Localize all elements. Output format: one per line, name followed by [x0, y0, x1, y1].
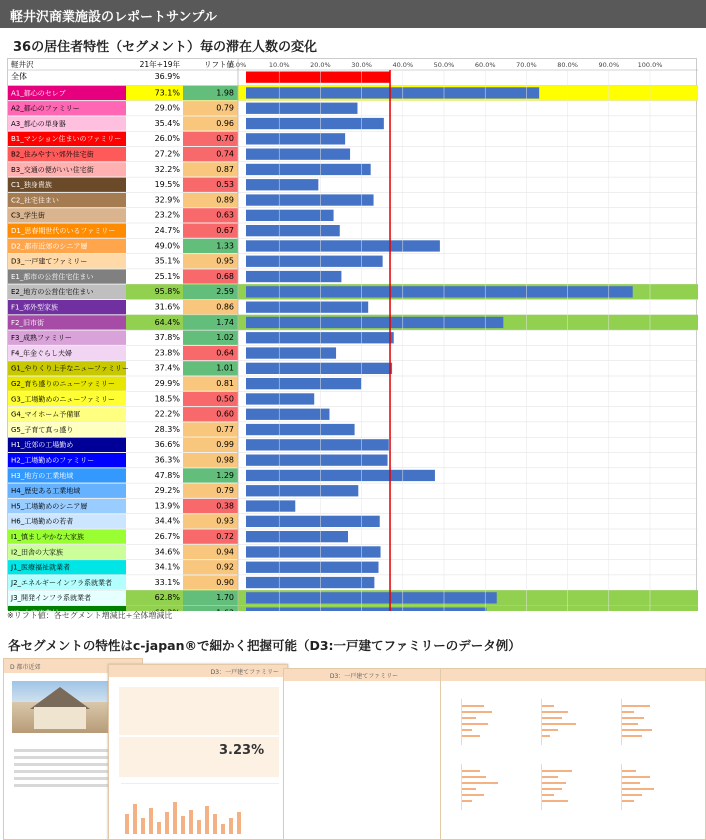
- segment-lift: 0.95: [216, 256, 234, 266]
- segment-lift: 0.53: [216, 180, 234, 190]
- segment-lift: 0.98: [216, 455, 234, 465]
- segment-bar: [246, 439, 389, 450]
- segment-ratio: 19.5%: [154, 180, 180, 190]
- segment-bar: [246, 225, 340, 236]
- segment-bar: [246, 118, 384, 129]
- segment-lift: 1.70: [216, 593, 234, 603]
- segment-bar: [246, 87, 539, 98]
- total-bar: [246, 72, 390, 83]
- segment-lift: 0.60: [216, 409, 234, 419]
- segment-lift: 0.96: [216, 118, 234, 128]
- chart-title: 36の居住者特性（セグメント）毎の滞在人数の変化: [13, 40, 317, 55]
- segment-ratio: 13.9%: [154, 501, 180, 511]
- segment-label: G2_育ち盛りのニューファミリー: [11, 380, 115, 388]
- col-header-ratio: 21年÷19年: [139, 60, 180, 69]
- segment-ratio: 33.1%: [154, 577, 180, 587]
- segment-label: H4_歴史ある工業地域: [11, 487, 81, 496]
- segment-lift: 1.98: [216, 88, 234, 98]
- segment-lift: 0.79: [216, 103, 234, 113]
- house-photo: [12, 681, 108, 733]
- segment-bar: [246, 317, 503, 328]
- segment-ratio: 26.7%: [154, 532, 180, 541]
- segment-label: D2_都市近郊のシニア層: [11, 242, 88, 251]
- segment-ratio: 36.6%: [154, 440, 180, 450]
- segment-bar: [246, 240, 440, 251]
- segment-lift: 0.70: [216, 134, 234, 144]
- x-tick-label: 90.0%: [598, 61, 620, 69]
- sample-big-value: 3.23%: [219, 743, 265, 758]
- sample-page-4-header: [441, 669, 705, 681]
- segment-ratio: 73.1%: [154, 88, 180, 98]
- segment-lift: 0.94: [216, 547, 234, 557]
- segment-ratio: 32.2%: [154, 164, 180, 174]
- x-tick-label: 50.0%: [433, 61, 455, 69]
- segment-lift: 0.86: [216, 302, 234, 312]
- report-header: [0, 0, 706, 28]
- total-label: 全体: [11, 72, 27, 81]
- segment-bar: [246, 332, 394, 343]
- segment-bar: [246, 531, 348, 542]
- segment-bar: [246, 470, 435, 481]
- segment-chart-svg: [8, 59, 698, 611]
- mini-chart: [541, 764, 601, 810]
- mini-chart: [621, 699, 681, 745]
- segment-label: D3_一戸建てファミリー: [11, 257, 88, 266]
- segment-label: B2_住みやすい郊外住宅街: [11, 150, 94, 159]
- x-tick-label: 70.0%: [516, 61, 537, 69]
- x-tick-label: 20.0%: [310, 61, 331, 69]
- segment-bar: [246, 133, 345, 144]
- segment-label: H5_工場勤めのシニア層: [11, 502, 88, 511]
- segment-lift: 0.68: [216, 271, 234, 281]
- segment-ratio: 49.0%: [154, 241, 180, 251]
- segment-label: A3_都心の単身器: [11, 119, 66, 128]
- segment-label: A2_都心のファミリー: [11, 104, 80, 113]
- segment-lift: 0.87: [216, 164, 234, 174]
- sample-page-2-header: D3：一戸建てファミリー: [109, 665, 287, 677]
- segment-lift: 1.01: [216, 363, 234, 373]
- segment-ratio: 35.4%: [154, 118, 180, 128]
- segment-ratio: 26.0%: [154, 134, 180, 144]
- segment-ratio: 27.2%: [154, 149, 180, 159]
- x-tick-label: 40.0%: [392, 61, 414, 69]
- segment-lift: 0.67: [216, 226, 234, 235]
- segment-lift: 0.90: [216, 577, 234, 587]
- segment-bar: [246, 271, 341, 282]
- mini-chart: [461, 764, 521, 810]
- segment-lift: 0.50: [216, 394, 234, 404]
- segment-label: B3_交通の便がいい住宅街: [11, 165, 94, 174]
- segment-bar: [246, 302, 368, 313]
- segment-label: E2_地方の公営住宅住まい: [11, 288, 94, 297]
- sample-mini-bars: [121, 783, 279, 835]
- segment-bar: [246, 485, 358, 496]
- segment-bar: [246, 516, 380, 527]
- segment-ratio: 47.8%: [154, 470, 180, 480]
- segment-label: H3_地方の工業地域: [11, 471, 74, 480]
- segment-bar: [246, 577, 374, 588]
- mini-chart: [461, 699, 521, 745]
- segment-lift: 1.74: [216, 317, 234, 327]
- x-tick-label: 80.0%: [557, 61, 578, 69]
- segment-ratio: 25.1%: [154, 271, 180, 281]
- col-header-place: 軽井沢: [11, 60, 34, 69]
- lift-note: ※リフト値：各セグメント増減比÷全体増減比: [7, 611, 173, 620]
- segment-label: D1_思春期世代のいるファミリー: [11, 227, 116, 235]
- segment-lift: 2.59: [216, 287, 234, 297]
- segment-label: H1_近郊の工場勤め: [11, 441, 74, 450]
- segment-bar: [246, 378, 361, 389]
- sample-page-3: [283, 668, 445, 840]
- segment-bar: [246, 149, 350, 160]
- sample-report-pages: [0, 658, 706, 840]
- segment-bar: [246, 455, 388, 466]
- segment-bar: [246, 393, 314, 404]
- segment-ratio: 22.2%: [154, 409, 180, 419]
- segment-bar: [246, 363, 392, 374]
- segment-lift: 0.79: [216, 486, 234, 496]
- segment-bar: [246, 347, 336, 358]
- segment-lift: 1.02: [216, 333, 234, 343]
- sample-info-box: [119, 687, 279, 735]
- segment-ratio: 37.8%: [154, 333, 180, 343]
- segment-ratio: 23.8%: [154, 348, 180, 358]
- segment-bar: [246, 164, 371, 175]
- segment-ratio: 29.9%: [154, 379, 180, 388]
- segment-ratio: 64.4%: [154, 317, 180, 327]
- segment-bar: [246, 194, 374, 205]
- x-tick-label: 60.0%: [474, 61, 496, 69]
- segment-ratio: 29.2%: [154, 486, 180, 496]
- segment-label: G1_やりくり上手なニューファミリー: [11, 364, 129, 373]
- mini-chart: [621, 764, 681, 810]
- x-tick-label: 10.0%: [268, 61, 290, 69]
- segment-lift: 0.63: [216, 210, 234, 220]
- segment-bar: [246, 608, 486, 612]
- segment-ratio: 35.1%: [154, 256, 180, 266]
- segment-ratio: 31.6%: [154, 302, 180, 312]
- segment-lift: 0.77: [216, 424, 234, 434]
- segment-label: G3_工場勤めのニューファミリー: [11, 395, 115, 404]
- segment-lift: 0.64: [216, 348, 234, 358]
- segment-bar: [246, 409, 329, 420]
- segment-label: J1_医療福祉就業者: [11, 563, 71, 572]
- segment-ratio: 28.3%: [154, 424, 180, 434]
- sample-page-1-header: D 都市近郊: [4, 659, 142, 673]
- segment-lift: 0.93: [216, 516, 234, 526]
- segment-ratio: 34.6%: [154, 547, 180, 557]
- segment-bar: [246, 179, 318, 190]
- segment-lift: 0.72: [216, 532, 234, 541]
- segment-ratio: 24.7%: [154, 226, 180, 235]
- segment-lift: 1.29: [216, 470, 234, 480]
- segment-ratio: 32.9%: [154, 195, 180, 205]
- segment-chart: [7, 58, 697, 610]
- segment-label: F2_旧市街: [11, 318, 44, 327]
- segment-lift: 0.74: [216, 149, 234, 159]
- segment-ratio: 34.1%: [154, 562, 180, 572]
- mini-chart: [541, 699, 601, 745]
- segment-label: F3_成熟ファミリー: [11, 334, 72, 343]
- segment-label: I1_慎ましやかな大家族: [11, 533, 85, 541]
- segment-label: J2_エネルギーインフラ系就業者: [11, 578, 113, 587]
- sample-page-4: [440, 668, 706, 840]
- segment-ratio: 62.8%: [154, 593, 180, 603]
- segment-ratio: 23.2%: [154, 210, 180, 220]
- sample-mini-bars-svg: [121, 784, 279, 836]
- segment-label: E1_都市の公営住宅住まい: [11, 272, 94, 281]
- x-tick-label: 0.0%: [229, 61, 247, 69]
- segment-label: G4_マイホーム予備軍: [11, 410, 81, 419]
- segment-lift: 0.89: [216, 195, 234, 205]
- segment-ratio: 29.0%: [154, 103, 180, 113]
- section-subtitle: 各セグメントの特性はc-japan®で細かく把握可能（D3:一戸建てファミリーのデータ例）: [8, 638, 521, 653]
- segment-bar: [246, 562, 378, 573]
- segment-ratio: 18.5%: [154, 394, 180, 404]
- segment-lift: 0.38: [216, 501, 234, 511]
- segment-label: F1_郊外型家族: [11, 303, 58, 312]
- x-tick-label: 30.0%: [351, 61, 372, 69]
- segment-label: C1_独身貴族: [11, 181, 52, 190]
- segment-ratio: 37.4%: [154, 363, 180, 373]
- segment-label: C2_社宅住まい: [11, 196, 59, 205]
- segment-lift: 0.99: [216, 440, 234, 450]
- segment-label: I2_田舎の大家族: [11, 548, 64, 557]
- segment-ratio: 36.3%: [154, 455, 180, 465]
- segment-bar: [246, 256, 383, 267]
- segment-label: A1_都心のセレブ: [11, 89, 66, 98]
- segment-label: H2_工場勤めのファミリー: [11, 456, 95, 465]
- segment-label: J3_開発インフラ系就業者: [11, 594, 92, 603]
- sample-page-3-header: D3：一戸建てファミリー: [284, 669, 444, 681]
- segment-ratio: 34.4%: [154, 516, 180, 526]
- sample-page-2: [108, 664, 288, 840]
- segment-lift: 1.33: [216, 241, 234, 251]
- segment-bar: [246, 592, 497, 603]
- segment-label: C3_学生街: [11, 211, 45, 220]
- segment-label: B1_マンション住まいのファミリー: [11, 135, 122, 144]
- segment-bar: [246, 286, 633, 297]
- segment-bar: [246, 546, 381, 557]
- segment-label: F4_年金ぐらし夫婦: [11, 349, 72, 358]
- segment-bar: [246, 424, 355, 435]
- segment-bar: [246, 500, 295, 511]
- segment-lift: 0.81: [216, 379, 234, 388]
- segment-lift: 0.92: [216, 562, 234, 572]
- segment-ratio: 95.8%: [154, 287, 180, 297]
- header-title: 軽井沢商業施設のレポートサンプル: [10, 10, 217, 25]
- segment-label: H6_工場勤めの若者: [11, 517, 74, 526]
- segment-bar: [246, 103, 357, 114]
- segment-lift: [216, 609, 234, 612]
- col-header-lift: リフト値: [204, 60, 234, 69]
- total-ratio: 36.9%: [154, 72, 180, 81]
- x-tick-label: 100.0%: [637, 61, 663, 69]
- segment-label: G5_子育て真っ盛り: [11, 425, 74, 434]
